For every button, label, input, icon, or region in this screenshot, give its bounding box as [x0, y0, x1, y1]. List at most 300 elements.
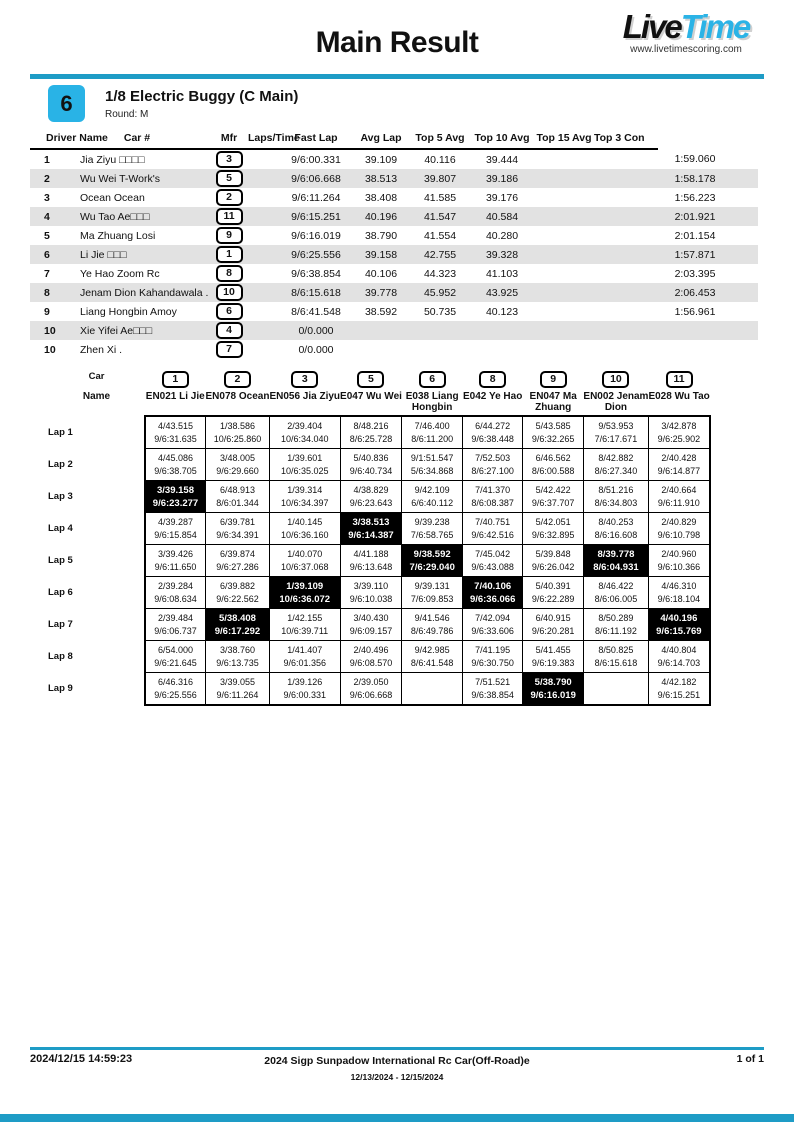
lap-cell: [145, 609, 206, 641]
lap-row-label: Lap 9: [48, 683, 73, 695]
lap-chart-driver-name: [462, 391, 523, 416]
lap-chart-car-cell: [206, 370, 270, 391]
car-number-badge: 5: [357, 371, 384, 388]
top10-avg-value: [534, 283, 594, 302]
lap-row: [45, 673, 710, 706]
result-row: [30, 226, 758, 245]
lap-cell-projection: 9/6:08.634: [154, 593, 197, 604]
top15-avg-value: [594, 302, 658, 321]
top15-avg-value: [594, 169, 658, 188]
lap-cell-projection: 9/6:36.066: [469, 593, 516, 605]
lap-cell-projection: 9/6:32.895: [531, 529, 575, 540]
top5-avg-value: 39.328: [470, 245, 534, 264]
mfr-value: [248, 169, 280, 188]
top5-avg-value: 43.925: [470, 283, 534, 302]
lap-cell: [402, 641, 463, 673]
top5-avg-value: 39.176: [485, 191, 519, 204]
result-position: 10: [44, 343, 56, 356]
car-number-cell: [210, 283, 248, 302]
lap-cell: [340, 449, 402, 481]
avg-lap-value: 45.952: [410, 283, 470, 302]
lap-cell-projection: 9/6:31.635: [154, 433, 197, 444]
lap-cell: [340, 577, 402, 609]
driver-name-line: Dion: [604, 402, 628, 413]
lap-chart-car-cell: [648, 370, 709, 391]
lap-cell-projection: 9/6:15.251: [657, 689, 701, 700]
car-number-cell: [210, 149, 248, 169]
car-number-badge: 2: [216, 189, 243, 206]
lap-cell-position-time: 6/48.913: [219, 484, 255, 495]
lap-cell-projection: 9/6:08.570: [349, 657, 393, 668]
lap-cell: [145, 577, 206, 609]
driver-name: Jenam Dion Kahandawala .: [64, 283, 210, 302]
lap-cell-projection: 9/6:33.606: [471, 625, 514, 636]
lap-cell: [648, 545, 709, 577]
fast-lap-value: 39.109: [364, 153, 398, 166]
car-number-cell: [210, 245, 248, 264]
lap-cell-position-time: 2/40.664: [661, 484, 697, 495]
car-number-badge: 9: [216, 227, 243, 244]
car-number-badge: 6: [419, 371, 446, 388]
result-position: 2: [30, 169, 64, 188]
header-rule: [30, 74, 764, 79]
top5-avg-value: [470, 321, 534, 340]
laps-time-value: 9/6:16.019: [291, 229, 341, 242]
lap-row-label: Lap 5: [48, 555, 73, 566]
bottom-accent-bar: [0, 1114, 794, 1122]
lap-cell: [206, 609, 270, 641]
lap-cell: [269, 481, 340, 513]
lap-chart-driver-name: [583, 391, 648, 416]
lap-row: [45, 641, 710, 673]
lap-cell: [462, 673, 523, 706]
driver-name: Li Jie □□□: [64, 245, 210, 264]
lap-cell-position-time: 5/42.422: [535, 484, 571, 495]
car-number-badge: 9: [540, 371, 567, 388]
car-number-cell: [210, 321, 248, 340]
lap-row-label: Lap 4: [48, 523, 73, 534]
lap-chart-car-label: Car: [88, 371, 105, 382]
lap-cell-position-time: 1/41.407: [287, 644, 323, 655]
result-position: 9: [44, 305, 50, 318]
lap-cell-position-time: 3/38.513: [352, 516, 390, 528]
lap-cell: [340, 545, 402, 577]
car-number-badge: 11: [216, 208, 243, 225]
results-col-header: Laps/Time: [248, 129, 280, 149]
mfr-value: [248, 226, 280, 245]
laps-time-value: 9/6:06.668: [280, 169, 352, 188]
avg-lap-value: 41.554: [423, 229, 457, 242]
lap-cell-projection: 8/6:04.931: [593, 561, 639, 573]
top3-con-value: [658, 340, 758, 359]
avg-lap-value: [410, 340, 470, 359]
results-col-header: Fast Lap: [280, 129, 352, 149]
lap-cell-position-time: 4/43.515: [157, 420, 194, 431]
lap-cell: [269, 641, 340, 673]
results-table: [30, 129, 758, 359]
lap-cell-position-time: 4/39.287: [157, 516, 194, 527]
lap-cell: [206, 641, 270, 673]
lap-cell: [462, 545, 523, 577]
lap-chart-driver-name: [206, 391, 270, 416]
lap-cell-projection: 9/6:23.277: [152, 497, 199, 509]
mfr-value: [248, 264, 280, 283]
footer-event-title: 2024 Sigp Sunpadow International Rc Car(Off-Road)e: [264, 1055, 530, 1067]
lap-cell-projection: 10/6:34.040: [280, 433, 329, 444]
fast-lap-value: [352, 340, 410, 359]
result-row: [30, 169, 758, 188]
lap-cell-position-time: 3/40.430: [353, 612, 389, 623]
lap-cell-position-time: 5/43.585: [535, 420, 571, 431]
lap-cell-projection: 8/6:34.803: [594, 497, 638, 508]
lap-cell-position-time: 3/42.878: [661, 420, 697, 431]
lap-cell-projection: 9/6:25.556: [154, 689, 197, 700]
lap-cell-position-time: 2/40.829: [661, 516, 697, 527]
result-row: [30, 188, 758, 207]
car-number-cell: [210, 207, 248, 226]
lap-cell-projection: 9/6:01.356: [283, 657, 326, 668]
lap-cell-projection: 8/6:11.192: [594, 625, 637, 636]
lap-cell: [269, 416, 340, 449]
results-col-header: Top 10 Avg: [470, 129, 534, 149]
footer-printed-timestamp: 2024/12/15 14:59:23: [30, 1053, 133, 1065]
lap-cell-position-time: 1/39.314: [287, 484, 323, 495]
lap-cell: [206, 481, 270, 513]
lap-row: [45, 609, 710, 641]
fast-lap-value: 38.513: [352, 169, 410, 188]
lap-cell: [145, 416, 206, 449]
lap-cell-projection: 10/6:37.068: [280, 561, 329, 572]
top5-avg-value: 39.186: [470, 169, 534, 188]
avg-lap-value: 42.755: [410, 245, 470, 264]
lap-cell-position-time: 5/39.848: [535, 548, 571, 559]
lap-cell: [145, 449, 206, 481]
lap-chart-car-cell: [462, 370, 523, 391]
lap-chart-driver-name: [523, 391, 584, 416]
lap-cell-projection: 9/6:21.645: [154, 657, 197, 668]
car-number-badge: 5: [216, 170, 243, 187]
result-position: 5: [44, 229, 50, 242]
lap-cell: [145, 545, 206, 577]
avg-lap-value: 41.547: [410, 207, 470, 226]
lap-cell: [523, 513, 584, 545]
lap-cell-projection: 8/6:11.200: [411, 433, 454, 444]
class-title: 1/8 Electric Buggy (C Main): [105, 88, 299, 105]
car-number-cell: [210, 264, 248, 283]
lap-cell-position-time: 4/40.196: [660, 612, 698, 624]
avg-lap-value: [410, 321, 470, 340]
result-row: [30, 321, 758, 340]
lap-row: [45, 449, 710, 481]
lap-cell: [462, 481, 523, 513]
lap-cell-projection: 9/6:14.387: [348, 529, 394, 541]
lap-cell-position-time: 8/42.882: [598, 452, 634, 463]
avg-lap-value: 39.807: [410, 169, 470, 188]
lap-cell-position-time: 6/46.562: [535, 452, 571, 463]
lap-cell: [340, 673, 402, 706]
logo-live-text: Live: [622, 8, 681, 45]
lap-cell-position-time: 9/53.953: [598, 420, 634, 431]
lap-cell: [340, 641, 402, 673]
lap-cell-projection: 7/6:17.671: [594, 433, 638, 444]
lap-cell: [402, 545, 463, 577]
lap-chart-car-cell: [145, 370, 206, 391]
mfr-value: [248, 283, 280, 302]
livetime-logo: [606, 8, 766, 55]
lap-cell-position-time: 9/39.238: [414, 516, 450, 527]
results-col-header: Mfr: [210, 129, 248, 149]
top15-avg-value: [594, 321, 658, 340]
lap-cell-position-time: 1/40.070: [287, 548, 323, 559]
top5-avg-value: 40.584: [470, 207, 534, 226]
driver-name: Zhen Xi .: [80, 343, 123, 356]
lap-cell-projection: 9/6:38.705: [154, 465, 197, 476]
lap-cell-projection: 9/6:18.104: [657, 593, 701, 604]
logo-url: www.livetimescoring.com: [630, 44, 742, 55]
top5-avg-value: 40.123: [485, 305, 519, 318]
lap-cell-position-time: 8/48.216: [353, 420, 389, 431]
class-round: Round: M: [105, 109, 149, 120]
lap-cell: [402, 609, 463, 641]
lap-cell-projection: 9/6:11.910: [657, 497, 700, 508]
lap-cell-projection: 9/6:06.737: [154, 625, 197, 636]
fast-lap-value: 38.592: [364, 305, 398, 318]
lap-cell-position-time: 4/45.086: [157, 452, 194, 463]
lap-cell: [269, 513, 340, 545]
car-number-badge: 11: [666, 371, 693, 388]
lap-cell-projection: 9/6:10.038: [349, 593, 393, 604]
logo-time-text: Time: [680, 8, 750, 45]
top3-con-value: 1:56.223: [674, 191, 716, 204]
lap-cell: [648, 673, 709, 706]
laps-time-value: 8/6:41.548: [291, 305, 341, 318]
lap-cell-position-time: 2/39.404: [287, 420, 323, 431]
lap-cell-position-time: 2/40.496: [353, 644, 389, 655]
lap-cell-position-time: 3/38.760: [219, 644, 255, 655]
results-body: [30, 149, 758, 359]
lap-cell-position-time: 3/39.426: [157, 548, 194, 559]
fast-lap-value: 40.196: [352, 207, 410, 226]
car-number-badge: 10: [216, 284, 243, 301]
lap-cell-projection: 8/6:08.387: [471, 497, 514, 508]
lap-cell: [648, 481, 709, 513]
lap-row-label: Lap 7: [48, 619, 73, 630]
lap-cell-position-time: 9/38.592: [413, 548, 451, 560]
lap-chart-driver-name: [402, 391, 463, 416]
lap-cell: [583, 449, 648, 481]
lap-cell: [523, 545, 584, 577]
lap-cell-position-time: 1/42.155: [287, 612, 323, 623]
lap-chart-car-row: [45, 370, 710, 391]
lap-cell-position-time: 9/1:51.547: [410, 452, 454, 463]
fast-lap-value: 39.778: [352, 283, 410, 302]
lap-cell: [648, 513, 709, 545]
lap-cell-position-time: 8/51.216: [598, 484, 634, 495]
results-col-header: Top 5 Avg: [410, 129, 470, 149]
lap-cell: [523, 673, 584, 706]
lap-chart-car-cell: [340, 370, 402, 391]
lap-cell: [462, 513, 523, 545]
lap-cell-projection: 8/6:27.100: [471, 465, 514, 476]
lap-cell: [269, 449, 340, 481]
driver-name: Xie Yifei Ae□□□: [64, 321, 210, 340]
results-col-header: Driver Name: [30, 129, 64, 149]
driver-name: Wu Wei T-Work's: [64, 169, 210, 188]
lap-cell-projection: 8/6:01.344: [216, 497, 259, 508]
lap-cell-projection: 10/6:34.397: [280, 497, 329, 508]
lap-cell-position-time: 4/42.182: [661, 676, 697, 687]
results-col-header: Avg Lap: [352, 129, 410, 149]
lap-cell: [145, 673, 206, 706]
lap-cell: [523, 641, 584, 673]
lap-cell: [648, 641, 709, 673]
lap-cell-projection: 9/6:06.668: [349, 689, 393, 700]
car-number-badge: 4: [216, 322, 243, 339]
lap-cell-position-time: 5/40.836: [353, 452, 389, 463]
top10-avg-value: [534, 264, 594, 283]
mfr-value: [248, 207, 280, 226]
laps-time-value: 8/6:15.618: [280, 283, 352, 302]
lap-row-label: Lap 2: [48, 459, 73, 470]
lap-cell-projection: 9/6:11.650: [154, 561, 197, 572]
lap-cell-position-time: 4/40.804: [661, 644, 697, 655]
lap-cell-position-time: 6/39.781: [219, 516, 255, 527]
car-number-badge: 3: [291, 371, 318, 388]
driver-name: Ye Hao Zoom Rc: [80, 267, 160, 280]
lap-cell-position-time: 4/46.310: [661, 580, 697, 591]
lap-cell-projection: 9/6:14.703: [657, 657, 701, 668]
lap-cell-position-time: 6/54.000: [157, 644, 194, 655]
lap-cell: [462, 449, 523, 481]
lap-cell-projection: 9/6:13.735: [216, 657, 259, 668]
lap-chart-name-row: [45, 391, 710, 416]
lap-cell: [648, 577, 709, 609]
car-number-badge: 7: [216, 341, 243, 358]
lap-chart-name-label: Name: [82, 391, 111, 402]
driver-name-line: EN021 Li Jie: [145, 391, 205, 402]
lap-cell-projection: 9/6:17.292: [214, 625, 261, 637]
lap-cell-projection: 8/6:00.588: [531, 465, 575, 476]
lap-cell-position-time: 6/39.874: [219, 548, 255, 559]
lap-cell-projection: 9/6:00.331: [283, 689, 326, 700]
lap-cell: [402, 416, 463, 449]
driver-name-line: EN056 Jia Ziyu: [269, 391, 341, 402]
lap-cell-projection: 9/6:26.042: [531, 561, 575, 572]
top5-avg-value: 39.444: [485, 153, 519, 166]
lap-cell: [145, 481, 206, 513]
lap-cell: [462, 609, 523, 641]
lap-cell-projection: 9/6:22.289: [531, 593, 575, 604]
lap-chart-body: [45, 370, 710, 705]
lap-chart-driver-name: [269, 391, 340, 416]
driver-name: Ocean Ocean: [80, 191, 145, 204]
lap-cell-projection: 9/6:34.391: [216, 529, 259, 540]
lap-cell-position-time: 7/51.521: [475, 676, 511, 687]
lap-cell-projection: 8/6:15.618: [594, 657, 638, 668]
lap-cell-projection: 9/6:38.854: [471, 689, 514, 700]
lap-cell: [648, 416, 709, 449]
lap-cell-position-time: 6/39.882: [219, 580, 255, 591]
top15-avg-value: [594, 207, 658, 226]
top10-avg-value: [534, 321, 594, 340]
lap-cell: [402, 513, 463, 545]
top3-con-value: 2:03.395: [674, 267, 716, 280]
lap-cell: [269, 545, 340, 577]
lap-cell: [523, 609, 584, 641]
lap-chart-car-cell: [269, 370, 340, 391]
car-number-badge: 1: [216, 246, 243, 263]
lap-row: [45, 577, 710, 609]
car-number-badge: 10: [602, 371, 629, 388]
footer-event-dates: 12/13/2024 - 12/15/2024: [350, 1072, 444, 1082]
mfr-value: [248, 340, 280, 359]
top15-avg-value: [594, 340, 658, 359]
lap-cell-position-time: 5/42.051: [535, 516, 571, 527]
livetime-logo-text: [606, 8, 766, 46]
lap-chart-table: [45, 370, 711, 706]
lap-cell-position-time: 2/40.428: [661, 452, 697, 463]
lap-row: [45, 416, 710, 449]
top5-avg-value: [470, 340, 534, 359]
lap-cell-projection: 10/6:36.072: [279, 593, 331, 605]
lap-cell: [523, 577, 584, 609]
lap-cell-position-time: 6/44.272: [475, 420, 511, 431]
lap-cell-projection: 9/6:25.902: [657, 433, 701, 444]
mfr-value: [248, 302, 280, 321]
lap-cell-position-time: 2/40.960: [661, 548, 697, 559]
top5-avg-value: 41.103: [485, 267, 519, 280]
lap-cell-projection: 8/6:16.608: [594, 529, 638, 540]
lap-cell-projection: 9/6:27.286: [216, 561, 259, 572]
result-position: 6: [30, 245, 64, 264]
lap-cell: [583, 481, 648, 513]
lap-cell: [206, 449, 270, 481]
driver-name: Ma Zhuang Losi: [80, 229, 156, 242]
fast-lap-value: 40.106: [364, 267, 398, 280]
lap-cell: [402, 673, 463, 706]
lap-cell-projection: 9/6:15.769: [656, 625, 702, 637]
lap-cell: [462, 577, 523, 609]
lap-cell-position-time: 2/39.050: [353, 676, 389, 687]
lap-cell: [206, 513, 270, 545]
lap-cell: [648, 449, 709, 481]
result-row: [30, 245, 758, 264]
lap-cell-projection: 9/6:20.281: [531, 625, 575, 636]
lap-cell-position-time: 7/46.400: [414, 420, 450, 431]
lap-cell: [145, 641, 206, 673]
lap-cell: [269, 577, 340, 609]
result-row: [30, 149, 758, 169]
lap-cell: [206, 416, 270, 449]
lap-cell: [583, 513, 648, 545]
avg-lap-value: 41.585: [423, 191, 457, 204]
lap-cell: [340, 481, 402, 513]
lap-cell-projection: 9/6:22.562: [216, 593, 259, 604]
result-row: [30, 340, 758, 359]
result-row: [30, 264, 758, 283]
lap-row-label: Lap 3: [48, 491, 73, 502]
lap-chart-driver-name: [648, 391, 709, 416]
top10-avg-value: [534, 169, 594, 188]
lap-cell-projection: 10/6:25.860: [213, 433, 262, 444]
lap-cell-position-time: 2/39.284: [157, 580, 194, 591]
driver-name-line: E047 Wu Wei: [340, 391, 402, 402]
car-number-cell: [210, 226, 248, 245]
mfr-value: [248, 149, 280, 169]
driver-name: Liang Hongbin Amoy: [80, 305, 177, 318]
lap-cell-position-time: 3/39.055: [219, 676, 255, 687]
lap-cell-projection: 9/6:30.750: [471, 657, 514, 668]
